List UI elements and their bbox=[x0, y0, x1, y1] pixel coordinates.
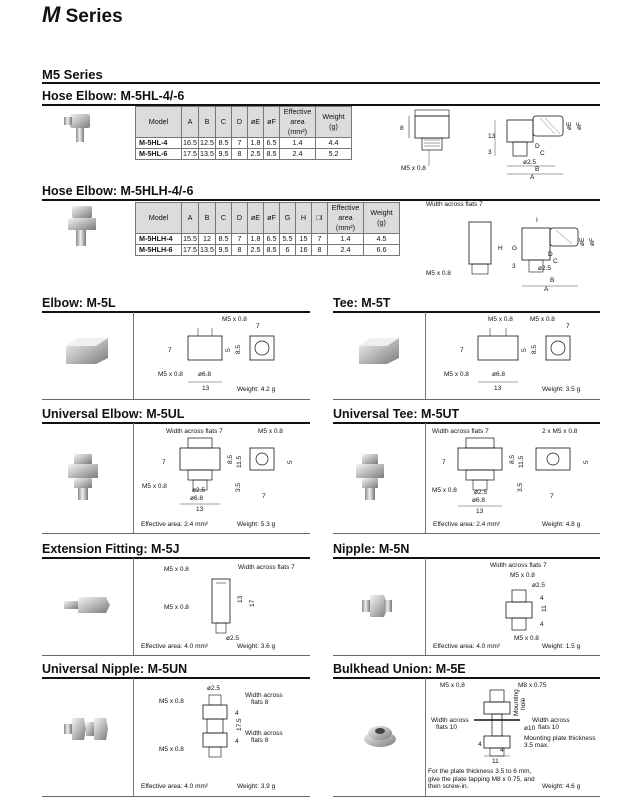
hlh-dim-B: B bbox=[550, 277, 555, 284]
un-waf1a: Width across bbox=[245, 692, 283, 699]
l-drawing bbox=[150, 314, 300, 392]
ul-dim-13: 13 bbox=[196, 506, 204, 513]
ut-title-rule bbox=[333, 422, 600, 424]
hl-dim-3: 3 bbox=[488, 149, 492, 156]
ul-photo bbox=[62, 452, 104, 504]
t-dim-68: ø6.8 bbox=[492, 371, 506, 378]
ut-bottom-rule bbox=[333, 533, 600, 534]
j-waf: Width across flats 7 bbox=[238, 564, 295, 571]
hlh-waf-label: Width across flats 7 bbox=[426, 201, 483, 208]
hlh-value-cell: 17.5 bbox=[183, 245, 197, 254]
hl-dim-8: 8 bbox=[400, 125, 404, 132]
ut-m5-top: 2 x M5 x 0.8 bbox=[542, 428, 578, 435]
l-dim-7a: 7 bbox=[168, 347, 172, 354]
t-dim-85: 8.5 bbox=[531, 344, 538, 354]
hlh-value-cell: 1.4 bbox=[328, 234, 364, 245]
ul-waf: Width across flats 7 bbox=[166, 428, 223, 435]
hl-model-cell: M-5HL-6 bbox=[136, 149, 182, 160]
j-m5-bottom: M5 x 0.8 bbox=[164, 604, 189, 611]
e-m8: M8 x 0.75 bbox=[518, 682, 547, 689]
t-m5-left: M5 x 0.8 bbox=[444, 371, 469, 378]
hlh-col-header: A bbox=[182, 203, 199, 234]
l-title: Elbow: M-5L bbox=[42, 296, 116, 310]
hlh-dim-H: H bbox=[498, 245, 503, 252]
e-plate2: 3.5 max. bbox=[524, 742, 549, 749]
ul-m5-left: M5 x 0.8 bbox=[142, 483, 167, 490]
n-drawing bbox=[470, 560, 595, 644]
un-bottom-rule bbox=[42, 796, 310, 797]
hl-value-cell: 16.5 bbox=[183, 138, 197, 147]
l-dim-68: ø6.8 bbox=[198, 371, 212, 378]
n-weight: Weight: 1.5 g bbox=[542, 643, 581, 650]
hl-value-cell: 8.5 bbox=[216, 138, 232, 149]
hlh-dim-D: D bbox=[548, 251, 553, 258]
hl-value-cell: 6.5 bbox=[264, 138, 280, 149]
ul-divider bbox=[133, 423, 134, 534]
ut-dim-115: 11.5 bbox=[518, 455, 525, 468]
hlh-value-cell: 16 bbox=[296, 245, 312, 256]
un-waf1b: flats 8 bbox=[251, 699, 269, 706]
hlh-dim-G: G bbox=[512, 245, 518, 252]
e-waf1b: flats 10 bbox=[436, 724, 457, 731]
un-title-rule bbox=[42, 677, 310, 679]
ut-weight: Weight: 4.8 g bbox=[542, 521, 581, 528]
hlh-col-header: D bbox=[232, 203, 248, 234]
e-bottom-rule bbox=[333, 796, 600, 797]
hl-value-cell: 9.5 bbox=[216, 149, 232, 160]
n-dim-11: 11 bbox=[541, 605, 548, 612]
hl-value-cell: 17.5 bbox=[183, 149, 197, 158]
ut-dim-35: 3.5 bbox=[517, 482, 524, 492]
n-title: Nipple: M-5N bbox=[333, 542, 410, 556]
hlh-dim-E: øE bbox=[579, 237, 586, 246]
n-dim-25: ø2.5 bbox=[532, 582, 546, 589]
e-waf1a: Width across bbox=[431, 717, 469, 724]
l-weight: Weight: 4.2 g bbox=[237, 386, 276, 393]
e-note-line-2: give the plate tapping M8 x 0.75, and bbox=[428, 775, 535, 783]
ul-dim-5: 5 bbox=[287, 460, 294, 464]
ut-dim-85: 8.5 bbox=[509, 454, 516, 464]
ul-weight: Weight: 5.3 g bbox=[237, 521, 276, 528]
un-dim-175: 17.5 bbox=[236, 718, 243, 731]
hlh-spec-table-wrap bbox=[135, 202, 400, 256]
l-divider bbox=[133, 312, 134, 400]
hlh-col-header: G bbox=[280, 203, 296, 234]
ul-dim-25: ø2.5 bbox=[192, 487, 206, 494]
t-dim-7b: 7 bbox=[566, 323, 570, 330]
hl-dim-B: B bbox=[535, 166, 540, 173]
un-area: Effective area: 4.0 mm² bbox=[141, 783, 209, 790]
hlh-value-cell: 9.5 bbox=[216, 245, 232, 256]
hlh-col-header: Effective area (mm²) bbox=[328, 203, 364, 234]
t-bottom-rule bbox=[333, 399, 600, 400]
j-area: Effective area: 4.0 mm² bbox=[141, 643, 209, 650]
hl-value-cell: 4.4 bbox=[316, 138, 352, 149]
ut-photo bbox=[350, 452, 390, 504]
e-photo bbox=[360, 715, 400, 749]
hlh-value-cell: 5.5 bbox=[280, 234, 296, 245]
ul-title-rule bbox=[42, 422, 310, 424]
hl-col-header: øE bbox=[248, 107, 264, 138]
hlh-dim-25: ø2.5 bbox=[538, 265, 552, 272]
hl-dim-A: A bbox=[530, 174, 535, 181]
ul-dim-35: 3.5 bbox=[235, 482, 242, 492]
ut-dim-7a: 7 bbox=[442, 459, 446, 466]
hlh-value-cell: 8 bbox=[232, 245, 248, 256]
ut-dim-7b: 7 bbox=[550, 493, 554, 500]
t-m5-top-a: M5 x 0.8 bbox=[488, 316, 513, 323]
hlh-model-cell: M-5HLH-4 bbox=[136, 234, 182, 245]
e-title: Bulkhead Union: M-5E bbox=[333, 662, 466, 676]
e-waf2a: Width across bbox=[532, 717, 570, 724]
e-mh2: hole bbox=[520, 697, 527, 710]
hlh-value-cell: 2.4 bbox=[328, 245, 364, 256]
e-title-rule bbox=[333, 677, 600, 679]
ut-drawing bbox=[430, 426, 598, 514]
l-dim-13: 13 bbox=[202, 385, 210, 392]
n-dim-4b: 4 bbox=[540, 621, 544, 628]
hl-value-cell: 2.4 bbox=[280, 149, 316, 160]
m5-series-heading: M5 Series bbox=[42, 67, 103, 82]
hlh-drawing bbox=[424, 200, 599, 296]
table-row bbox=[136, 245, 400, 256]
e-note bbox=[428, 768, 535, 791]
j-dim-13: 13 bbox=[237, 595, 244, 603]
e-weight: Weight: 4.6 g bbox=[542, 783, 581, 790]
hl-dim-D: D bbox=[535, 143, 540, 150]
ul-title: Universal Elbow: M-5UL bbox=[42, 407, 185, 421]
e-drawing bbox=[428, 680, 600, 764]
j-photo bbox=[62, 594, 112, 616]
hl-value-cell: 12.5 bbox=[200, 138, 214, 147]
hl-value-cell: 5.2 bbox=[316, 149, 352, 160]
hlh-dim-3: 3 bbox=[512, 263, 516, 270]
e-note-line-3: then screw-in. bbox=[428, 783, 469, 790]
hl-col-header: C bbox=[216, 107, 232, 138]
l-bottom-rule bbox=[42, 399, 310, 400]
hl-dim-F: øF bbox=[576, 122, 583, 130]
hlh-title: Hose Elbow: M-5HLH-4/-6 bbox=[42, 184, 194, 198]
hl-dim-C: C bbox=[540, 150, 545, 157]
un-divider bbox=[133, 678, 134, 796]
ul-m5-top: M5 x 0.8 bbox=[258, 428, 283, 435]
hlh-dim-A: A bbox=[544, 286, 549, 293]
hl-col-header: A bbox=[182, 107, 199, 138]
table-row bbox=[136, 138, 352, 149]
l-dim-85: 8.5 bbox=[235, 344, 242, 354]
n-waf: Width across flats 7 bbox=[490, 562, 547, 569]
hlh-value-cell: 6 bbox=[280, 245, 296, 256]
hl-drawing bbox=[395, 108, 595, 181]
hlh-spec-table bbox=[135, 202, 400, 256]
un-title: Universal Nipple: M-5UN bbox=[42, 662, 188, 676]
hl-value-cell: 8.5 bbox=[264, 149, 280, 160]
e-m5: M5 x 0.8 bbox=[440, 682, 465, 689]
ut-area: Effective area: 2.4 mm² bbox=[433, 521, 501, 528]
ut-dim-5: 5 bbox=[583, 460, 590, 464]
n-divider bbox=[425, 558, 426, 656]
hlh-col-header: □I bbox=[312, 203, 328, 234]
ut-divider bbox=[425, 423, 426, 534]
t-photo bbox=[355, 334, 403, 368]
n-dim-4a: 4 bbox=[540, 595, 544, 602]
n-bottom-rule bbox=[333, 655, 600, 656]
hlh-thread-label: M5 x 0.8 bbox=[426, 270, 451, 277]
l-photo bbox=[62, 334, 112, 368]
series-title bbox=[42, 2, 123, 28]
e-dim-4a: 4 bbox=[478, 741, 482, 748]
hlh-value-cell: 7 bbox=[232, 234, 248, 245]
l-m5-left: M5 x 0.8 bbox=[158, 371, 183, 378]
t-m5-top-b: M5 x 0.8 bbox=[530, 316, 555, 323]
e-dim-10: ø10 bbox=[524, 725, 536, 732]
hl-thread-label: M5 x 0.8 bbox=[401, 165, 426, 172]
t-dim-13: 13 bbox=[494, 385, 502, 392]
j-weight: Weight: 3.6 g bbox=[237, 643, 276, 650]
l-dim-5: 5 bbox=[225, 348, 232, 352]
ul-dim-7a: 7 bbox=[162, 459, 166, 466]
hl-spec-table-wrap bbox=[135, 106, 352, 160]
ut-title: Universal Tee: M-5UT bbox=[333, 407, 460, 421]
hl-col-header: B bbox=[199, 107, 216, 138]
t-title: Tee: M-5T bbox=[333, 296, 391, 310]
hl-value-cell: 2.5 bbox=[248, 149, 264, 160]
hlh-col-header: B bbox=[199, 203, 216, 234]
un-dim-4a: 4 bbox=[235, 710, 239, 717]
hlh-value-cell: 8.5 bbox=[264, 245, 280, 256]
hl-spec-table bbox=[135, 106, 352, 160]
n-m5-top: M5 x 0.8 bbox=[510, 572, 535, 579]
hl-dim-E: øE bbox=[566, 121, 573, 130]
series-word: Series bbox=[65, 6, 123, 27]
un-waf2a: Width across bbox=[245, 730, 283, 737]
un-m5-top: M5 x 0.8 bbox=[159, 698, 184, 705]
j-bottom-rule bbox=[42, 655, 310, 656]
hlh-col-header: Model bbox=[136, 203, 182, 234]
table-row bbox=[136, 149, 352, 160]
m5-heading-rule bbox=[42, 82, 600, 84]
hlh-value-cell: 13.5 bbox=[200, 245, 214, 254]
t-title-rule bbox=[333, 311, 600, 313]
hl-value-cell: 1.4 bbox=[280, 138, 316, 149]
ul-bottom-rule bbox=[42, 533, 310, 534]
hl-dim-13: 13 bbox=[488, 133, 496, 140]
hl-col-header: Weight (g) bbox=[316, 107, 352, 138]
hl-model-cell: M-5HL-4 bbox=[136, 138, 182, 149]
ut-dim-25: ø2.5 bbox=[474, 489, 488, 496]
hlh-col-header: Weight (g) bbox=[364, 203, 400, 234]
hl-value-cell: 13.5 bbox=[200, 149, 214, 158]
e-plate1: Mounting plate thickness bbox=[524, 735, 596, 742]
hlh-value-cell: 1.8 bbox=[248, 234, 264, 245]
hlh-value-cell: 4.5 bbox=[364, 234, 400, 245]
hlh-value-cell: 12 bbox=[199, 234, 216, 245]
hlh-model-cell: M-5HLH-6 bbox=[136, 245, 182, 256]
ut-dim-13: 13 bbox=[476, 508, 484, 515]
j-title: Extension Fitting: M-5J bbox=[42, 542, 180, 556]
t-divider bbox=[425, 312, 426, 400]
hlh-value-cell: 6.5 bbox=[264, 234, 280, 245]
un-dim-25: ø2.5 bbox=[207, 685, 221, 692]
un-dim-4b: 4 bbox=[235, 738, 239, 745]
ul-area: Effective area: 2.4 mm² bbox=[141, 521, 209, 528]
j-dim-17: 17 bbox=[249, 599, 256, 607]
hlh-dim-C: C bbox=[553, 258, 558, 265]
e-divider bbox=[425, 678, 426, 796]
ul-dim-7b: 7 bbox=[262, 493, 266, 500]
ut-waf: Width across flats 7 bbox=[432, 428, 489, 435]
n-area: Effective area: 4.0 mm² bbox=[433, 643, 501, 650]
hl-value-cell: 8 bbox=[232, 149, 248, 160]
hl-col-header: øF bbox=[264, 107, 280, 138]
ul-dim-68: ø6.8 bbox=[190, 495, 204, 502]
hl-col-header: D bbox=[232, 107, 248, 138]
ul-dim-85: 8.5 bbox=[227, 454, 234, 464]
ul-dim-115: 11.5 bbox=[236, 455, 243, 468]
ut-dim-68: ø6.8 bbox=[472, 497, 486, 504]
n-photo bbox=[360, 592, 394, 620]
hl-photo bbox=[62, 108, 102, 148]
un-m5-bottom: M5 x 0.8 bbox=[159, 746, 184, 753]
hlh-value-cell: 8.5 bbox=[216, 234, 232, 245]
hlh-col-header: øF bbox=[264, 203, 280, 234]
t-dim-7a: 7 bbox=[460, 347, 464, 354]
j-dim-25: ø2.5 bbox=[226, 635, 240, 642]
hlh-dim-I: I bbox=[536, 217, 538, 224]
hlh-value-cell: 8 bbox=[312, 245, 328, 256]
e-waf2b: flats 10 bbox=[538, 724, 559, 731]
ul-drawing bbox=[140, 426, 305, 514]
hlh-dim-F: øF bbox=[589, 238, 596, 246]
e-mh1: Mounting bbox=[513, 689, 520, 716]
hlh-value-cell: 15.5 bbox=[183, 234, 197, 243]
l-title-rule bbox=[42, 311, 310, 313]
n-m5-bottom: M5 x 0.8 bbox=[514, 635, 539, 642]
l-m5-top: M5 x 0.8 bbox=[222, 316, 247, 323]
hlh-value-cell: 6.6 bbox=[364, 245, 400, 256]
hl-value-cell: 7 bbox=[232, 138, 248, 149]
un-weight: Weight: 3.9 g bbox=[237, 783, 276, 790]
hlh-value-cell: 2.5 bbox=[248, 245, 264, 256]
j-divider bbox=[133, 558, 134, 656]
l-dim-7b: 7 bbox=[256, 323, 260, 330]
e-dim-11: 11 bbox=[492, 758, 499, 765]
un-waf2b: flats 8 bbox=[251, 737, 269, 744]
hlh-col-header: C bbox=[216, 203, 232, 234]
un-drawing bbox=[145, 681, 305, 779]
e-dim-4b: 4 bbox=[500, 747, 504, 754]
j-drawing bbox=[150, 561, 300, 643]
hl-col-header: Effective area (mm²) bbox=[280, 107, 316, 138]
hlh-value-cell: 7 bbox=[312, 234, 328, 245]
hl-value-cell: 1.8 bbox=[248, 138, 264, 149]
hlh-value-cell: 15 bbox=[296, 234, 312, 245]
j-title-rule bbox=[42, 557, 310, 559]
ut-m5-left: M5 x 0.8 bbox=[432, 487, 457, 494]
hlh-photo bbox=[60, 204, 104, 250]
hlh-col-header: H bbox=[296, 203, 312, 234]
j-m5-top: M5 x 0.8 bbox=[164, 566, 189, 573]
table-row bbox=[136, 234, 400, 245]
hl-col-header: Model bbox=[136, 107, 182, 138]
hlh-col-header: øE bbox=[248, 203, 264, 234]
hl-dim-25: ø2.5 bbox=[523, 159, 537, 166]
t-weight: Weight: 3.5 g bbox=[542, 386, 581, 393]
t-dim-5: 5 bbox=[521, 348, 528, 352]
hl-title: Hose Elbow: M-5HL-4/-6 bbox=[42, 89, 185, 103]
t-drawing bbox=[440, 314, 595, 392]
e-note-line-1: For the plate thickness 3.5 to 6 mm, bbox=[428, 768, 532, 775]
series-letter: M bbox=[42, 2, 61, 27]
un-photo bbox=[62, 712, 114, 746]
n-title-rule bbox=[333, 557, 600, 559]
